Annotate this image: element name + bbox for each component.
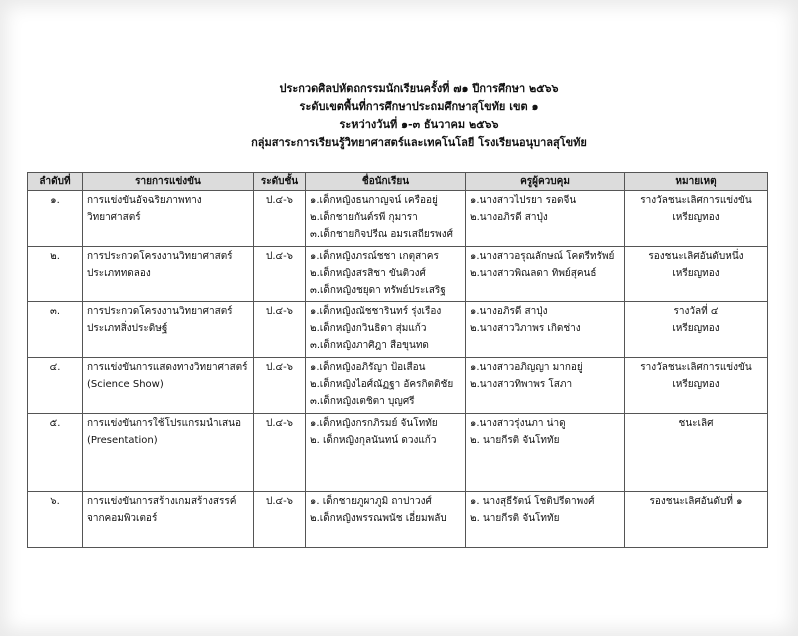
teacher-line: ๑.นางอภิรดี สาปุ่ง [470,306,548,317]
cell-teachers [466,191,625,247]
student-line: ๒.เด็กหญิงกวินธิดา สุ่มแก้ว [310,323,427,334]
student-line: ๒.เด็กหญิงพรรณพนัช เอี่ยมพลับ [310,513,447,524]
cell-event [83,247,254,302]
event-line: การประกวดโครงงานวิทยาศาสตร์ [87,306,233,317]
table-row [28,191,768,247]
teacher-line: ๒.นางสาวพิณลดา ทิพย์สุคนธ์ [470,268,597,279]
col-header-students: ชื่อนักเรียน [306,173,466,191]
cell-level: ป.๔-๖ [254,358,306,414]
student-line: ๑.เด็กหญิงภรณ์ชชา เกตุสาคร [310,251,439,262]
note-line: เหรียญทอง [672,212,720,223]
note-line: เหรียญทอง [672,268,720,279]
cell-level: ป.๔-๖ [254,302,306,358]
cell-no: ๕. [28,414,83,492]
cell-level: ป.๔-๖ [254,492,306,548]
event-line: การแข่งขันการใช้โปรแกรมนำเสนอ [87,418,241,429]
student-line: ๑.เด็กหญิงอภิรัญา ป้อเสือน [310,362,426,373]
cell-event [83,302,254,358]
cell-no: ๑. [28,191,83,247]
teacher-line: ๒.นางอภิรดี สาปุ่ง [470,212,548,223]
results-table [27,172,768,548]
event-line: ประเภททดลอง [87,268,151,279]
student-line: ๒.เด็กชายกันต์รพี กุมารา [310,212,418,223]
cell-teachers [466,414,625,492]
table-header-row [28,173,768,191]
cell-event [83,191,254,247]
event-line: การแข่งขันการแสดงทางวิทยาศาสตร์ [87,362,248,373]
student-line: ๑.เด็กหญิงณัชชารินทร์ รุ่งเรือง [310,306,442,317]
teacher-line: ๒.นางสาวทิพาพร โสภา [470,379,573,390]
teacher-line: ๒. นายกีรติ จันโททัย [470,513,560,524]
table-row [28,247,768,302]
student-line: ๓.เด็กหญิงภาศิฎา สือขุนทด [310,340,429,351]
student-line: ๑.เด็กหญิงธนกาญจน์ เครืออยู่ [310,195,438,206]
teacher-line: ๑. นางสุธีรัตน์ โชติปรีดาพงศ์ [470,496,595,507]
cell-event [83,414,254,492]
cell-no: ๓. [28,302,83,358]
cell-teachers [466,358,625,414]
student-line: ๒. เด็กหญิงกุลนันทน์ ดวงแก้ว [310,435,437,446]
note-line: รางวัลที่ ๔ [673,306,719,317]
cell-level: ป.๔-๖ [254,191,306,247]
teacher-line: ๑.นางสาวอรุณลักษณ์ โคตรีทรัพย์ [470,251,615,262]
cell-students [306,302,466,358]
event-line: การแข่งขันการสร้างเกมสร้างสรรค์ [87,496,237,507]
note-line: ชนะเลิศ [678,418,714,429]
col-header-event: รายการแข่งขัน [83,173,254,191]
student-line: ๓.เด็กหญิงชยุดา ทรัพย์ประเสริฐ [310,285,446,296]
note-line: เหรียญทอง [672,323,720,334]
cell-teachers [466,492,625,548]
event-line: จากคอมพิวเตอร์ [87,513,158,524]
cell-note [625,191,768,247]
note-line: รองชนะเลิศอันดับหนึ่ง [648,251,744,262]
cell-event [83,358,254,414]
cell-note [625,492,768,548]
col-header-no: ลำดับที่ [28,173,83,191]
header-line-3: ระหว่างวันที่ ๑-๓ ธันวาคม ๒๕๖๖ [339,118,499,131]
cell-students [306,414,466,492]
student-line: ๒.เด็กหญิงไอศ์ณัฏฐา อัครกิตติชัย [310,379,454,390]
cell-students [306,247,466,302]
teacher-line: ๒. นายกีรติ จันโททัย [470,435,560,446]
cell-no: ๔. [28,358,83,414]
event-line: ประเภทสิ่งประดิษฐ์ [87,323,168,334]
note-line: รองชนะเลิศอันดับที่ ๑ [649,496,743,507]
cell-note [625,358,768,414]
student-line: ๒.เด็กหญิงสรสิชา ขันติวงศ์ [310,268,426,279]
teacher-line: ๑.นางสาวไปรยา รอดจีน [470,195,577,206]
student-line: ๓.เด็กหญิงเตชิตา บุญศรี [310,396,415,407]
table-row [28,302,768,358]
teacher-line: ๑.นางสาวอภิญญา มากอยู่ [470,362,583,373]
student-line: ๑.เด็กหญิงกรกภิรมย์ จันโททัย [310,418,438,429]
header-line-2: ระดับเขตพื้นที่การศึกษาประถมศึกษาสุโขทัย เขต ๑ [299,100,539,113]
document-header [0,80,798,152]
note-line: รางวัลชนะเลิศการแข่งขัน [640,195,752,206]
cell-level: ป.๔-๖ [254,414,306,492]
cell-students [306,358,466,414]
event-line: วิทยาศาสตร์ [87,212,141,223]
event-line: การแข่งขันอัจฉริยภาพทาง [87,195,202,206]
teacher-line: ๑.นางสาวรุ่งนภา น่าดู [470,418,566,429]
header-line-4: กลุ่มสาระการเรียนรู้วิทยาศาสตร์และเทคโนโลยี โรงเรียนอนุบาลสุโขทัย [251,136,587,149]
table-row [28,492,768,548]
cell-no: ๒. [28,247,83,302]
cell-note [625,302,768,358]
event-line: (Science Show) [87,379,164,390]
col-header-teachers: ครูผู้ควบคุม [466,173,625,191]
cell-no: ๖. [28,492,83,548]
col-header-level: ระดับชั้น [254,173,306,191]
note-line: รางวัลชนะเลิศการแข่งขัน [640,362,752,373]
student-line: ๓.เด็กชายกิจปรีณ อมรเสถียรพงศ์ [310,229,453,240]
student-line: ๑. เด็กชายภูผาภูมิ ถาปาวงศ์ [310,496,432,507]
table-row [28,358,768,414]
cell-note [625,414,768,492]
cell-students [306,191,466,247]
cell-event [83,492,254,548]
table-row [28,414,768,492]
cell-students [306,492,466,548]
cell-level: ป.๔-๖ [254,247,306,302]
cell-note [625,247,768,302]
header-line-1: ประกวดศิลปหัตถกรรมนักเรียนครั้งที่ ๗๑ ปีการศึกษา ๒๕๖๖ [279,82,559,95]
col-header-note: หมายเหตุ [625,173,768,191]
event-line: การประกวดโครงงานวิทยาศาสตร์ [87,251,233,262]
teacher-line: ๒.นางสาววิภาพร เกิดช่าง [470,323,581,334]
cell-teachers [466,302,625,358]
cell-teachers [466,247,625,302]
event-line: (Presentation) [87,435,158,446]
note-line: เหรียญทอง [672,379,720,390]
